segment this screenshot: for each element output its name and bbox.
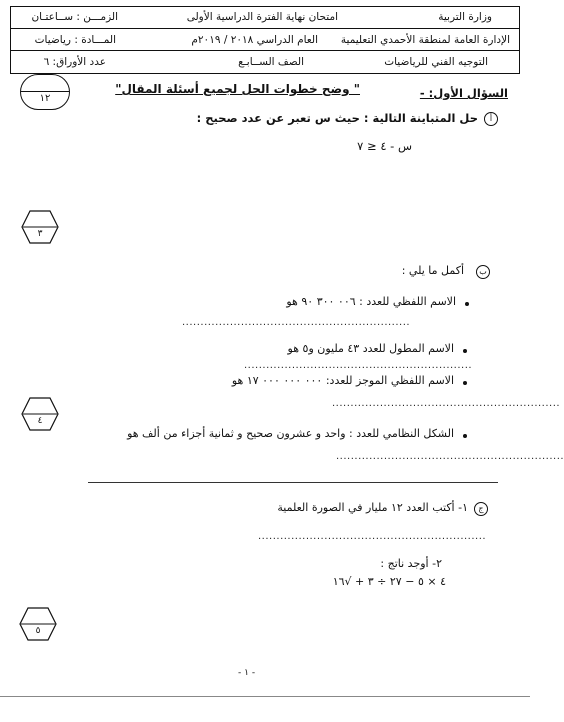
total-score-box (20, 74, 70, 110)
section-separator (88, 482, 498, 483)
part-b-bullet-2 (463, 349, 467, 353)
part-c-expression: ٤ × ٥ − ٢٧ ÷ ٣ + √١٦ (332, 575, 446, 588)
header-row-divider-2 (10, 50, 519, 51)
part-a-inequality: س - ٤ ≤ ٧ (357, 139, 412, 153)
header-exam-title: امتحان نهاية الفترة الدراسية الأولى (186, 11, 338, 23)
header-pages: عدد الأوراق: ٦ (43, 56, 106, 68)
part-c-answer-line-1: .............................................................. (258, 531, 487, 542)
part-a-label: أ (484, 112, 498, 126)
part-c-label: ج (474, 502, 488, 516)
header-grade: الصف الســابـع (238, 56, 304, 68)
part-b-item-3: الاسم اللفظي الموجز للعدد: ٠٠٠ ٠٠٠ ٠٠٠ ١٧ هو (231, 374, 454, 387)
part-b-bullet-3 (463, 381, 467, 385)
total-score-value: ١٢ (39, 93, 51, 104)
total-score-divider (21, 91, 69, 92)
part-c-item-2: ٢- أوجد ناتج : (380, 557, 442, 570)
part-c-score-hexagon (18, 604, 58, 644)
part-c-item-1: ١- أكتب العدد ١٢ مليار في الصورة العلمية (277, 501, 468, 514)
part-b-item-4: الشكل النظامي للعدد : واحد و عشرون صحيح و ثمانية أجزاء من ألف هو (127, 427, 454, 440)
page-number: - ١ - (238, 668, 256, 678)
part-b-answer-line-3: .............................................................. (332, 398, 561, 409)
part-c-score: ٥ (35, 626, 41, 636)
part-b-bullet-4 (463, 434, 467, 438)
part-a-score-hexagon (20, 207, 60, 247)
part-b-item-2: الاسم المطول للعدد ٤٣ مليون و٥ هو (287, 342, 454, 355)
question-title: السؤال الأول: - (419, 86, 508, 100)
part-b-answer-line-4: .............................................................. (336, 451, 564, 462)
part-b-item-1: الاسم اللفظي للعدد : ٠٠٦ ٣٠٠ ٩٠ هو (286, 295, 456, 308)
header-subject: المـــادة : رياضيات (34, 34, 116, 46)
part-b-label: ب (476, 265, 490, 279)
part-a-prompt: حل المتباينة التالية : حيث س تعبر عن عدد صحيح : (196, 111, 478, 125)
part-b-answer-line-2: .............................................................. (244, 360, 473, 371)
header-directorate: الإدارة العامة لمنطقة الأحمدي التعليمية (340, 34, 510, 46)
part-b-bullet-1 (465, 302, 469, 306)
part-b-score-hexagon (20, 394, 60, 434)
part-b-answer-line-1: .............................................................. (182, 317, 411, 328)
part-b-score: ٤ (37, 416, 43, 426)
header-ministry: وزارة التربية (438, 11, 492, 23)
question-instruction: " وضح خطوات الحل لجميع أسئلة المقال" (115, 82, 360, 96)
header-time: الزمـــن : ســاعتـان (31, 11, 118, 23)
header-row-divider-1 (10, 28, 519, 29)
header-year: العام الدراسي ٢٠١٨ / ٢٠١٩م (191, 34, 318, 46)
part-b-prompt: أكمل ما يلي : (401, 264, 464, 277)
header-supervision: التوجيه الفني للرياضيات (384, 56, 488, 68)
part-a-score: ٣ (37, 229, 43, 239)
footer-rule (0, 696, 530, 697)
